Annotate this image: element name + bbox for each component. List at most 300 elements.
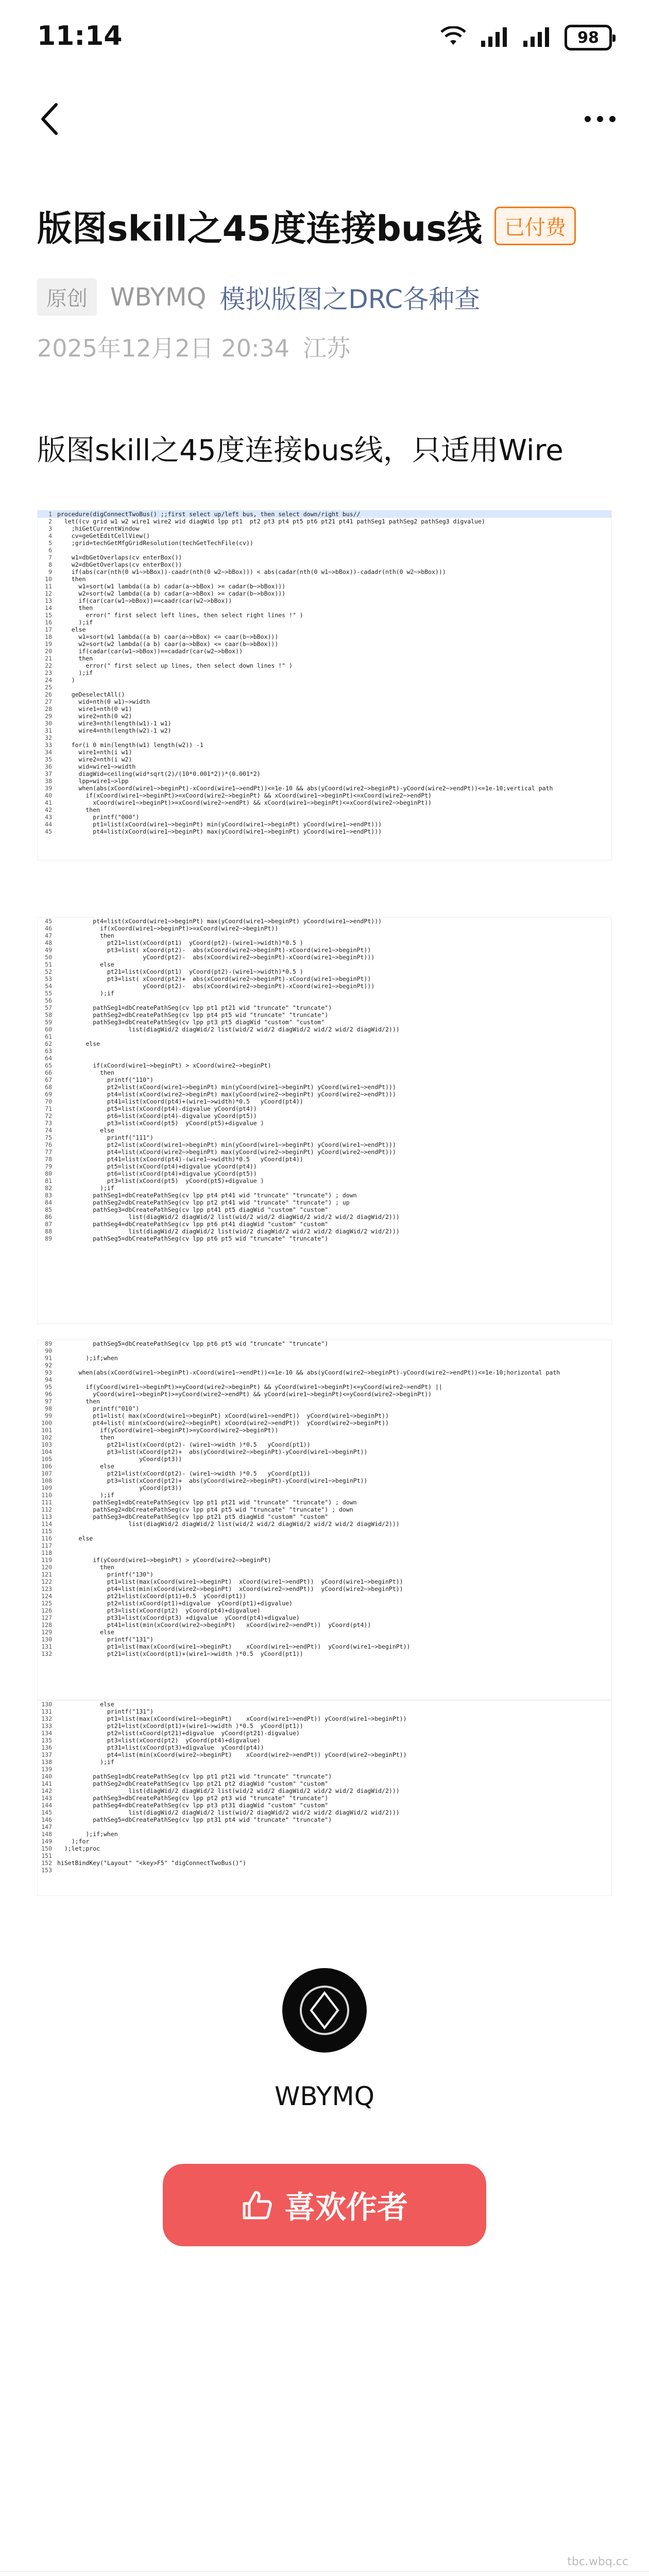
code-line <box>38 511 611 518</box>
line-number: 97 <box>45 1398 52 1405</box>
code-text: pt3=list( xCoord(pt2)+ abs(xCoord(wire2~>beginPt)-xCoord(wire1~>beginPt)) <box>57 975 371 982</box>
code-text: pathSeg3=dbCreatePathSeg(cv lpp pt41 pt5 diagWid "custom" "custom" <box>57 1206 329 1213</box>
line-number: 131 <box>41 1643 52 1650</box>
code-line <box>38 662 611 669</box>
code-line <box>38 734 611 741</box>
line-number: 22 <box>45 662 52 669</box>
code-line <box>38 1859 611 1867</box>
line-number: 65 <box>45 1062 52 1069</box>
line-number: 61 <box>45 1033 52 1040</box>
line-number: 144 <box>41 1802 52 1809</box>
code-line <box>38 1773 611 1780</box>
code-text: pathSeg1=dbCreatePathSeg(cv lpp pt1 pt21 wid "truncate" "truncate") ; down <box>57 1499 357 1506</box>
code-line <box>38 720 611 727</box>
code-line <box>38 648 611 655</box>
code-line <box>38 676 611 684</box>
code-text: pathSeg1=dbCreatePathSeg(cv lpp pt1 pt21 wid "truncate" "truncate") <box>57 1773 332 1780</box>
code-line <box>38 1434 611 1441</box>
code-line <box>38 539 611 547</box>
code-text: pt21=list(xCoord(pt1)+(wire1~>width )*0.5 yCoord(pt1)) <box>57 1722 303 1730</box>
line-number: 25 <box>45 684 52 691</box>
code-text: pathSeg3=dbCreatePathSeg(cv lpp pt21 pt5 diagWid "custom" "custom" <box>57 1513 329 1520</box>
line-number: 132 <box>41 1650 52 1657</box>
line-number: 4 <box>48 532 52 539</box>
line-number: 103 <box>41 1441 52 1448</box>
logo-icon <box>296 1981 353 2039</box>
line-number: 44 <box>45 821 52 828</box>
line-number: 148 <box>41 1831 52 1838</box>
line-number: 45 <box>45 918 52 925</box>
code-line <box>38 821 611 828</box>
code-line <box>38 1744 611 1751</box>
code-line <box>38 939 611 946</box>
code-line <box>38 1376 611 1383</box>
line-number: 122 <box>41 1578 52 1585</box>
line-number: 55 <box>45 990 52 997</box>
code-text: hiSetBindKey("Layout" "<key>F5" "digConnectTwoBus()") <box>57 1859 246 1867</box>
code-line <box>38 1055 611 1062</box>
original-tag: 原创 <box>37 278 97 316</box>
code-line <box>38 1141 611 1148</box>
code-text: printf("110") <box>57 1076 153 1083</box>
line-number: 66 <box>45 1069 52 1076</box>
code-line <box>38 1838 611 1845</box>
line-number: 6 <box>48 547 52 554</box>
code-text: pt6=list(xCoord(pt4)+digvalue yCoord(pt5)) <box>57 1170 257 1177</box>
line-number: 109 <box>41 1484 52 1492</box>
code-line <box>38 1362 611 1369</box>
code-text: pathSeg2=dbCreatePathSeg(cv lpp pt2 pt41 wid "truncate" "truncate") ; up <box>57 1199 350 1206</box>
code-line <box>38 1019 611 1026</box>
code-line <box>38 1347 611 1354</box>
code-text: wire2=nth(0 w2) <box>57 713 132 720</box>
code-text: list(diagWid/2 diagWid/2 list(wid/2 diagWid/2 wid/2 wid/2 diagWid/2 wid/2))) <box>57 1809 400 1816</box>
line-number: 137 <box>41 1751 52 1758</box>
code-text: if(car(car(w1~>bBox))==caadr(car(w2~>bBox)) <box>57 597 232 604</box>
code-line <box>38 1391 611 1398</box>
code-text: then <box>57 1564 114 1571</box>
code-line <box>38 806 611 814</box>
code-text: pt5=list(xCoord(pt4)-digvalue yCoord(pt4)) <box>57 1105 257 1112</box>
code-line <box>38 713 611 720</box>
code-line <box>38 1011 611 1019</box>
code-line <box>38 568 611 575</box>
publish-date: 2025年12月2日 20:34 <box>37 334 290 362</box>
line-number: 124 <box>41 1592 52 1600</box>
line-number: 131 <box>41 1708 52 1715</box>
code-text: pt1=list(max(xCoord(wire1~>beginPt) xCoord(wire1~>endPt)) yCoord(wire1~>beginPt)) <box>57 1643 411 1650</box>
line-number: 11 <box>45 583 52 590</box>
line-number: 58 <box>45 1011 52 1019</box>
code-text: );for <box>57 1838 90 1845</box>
line-number: 24 <box>45 676 52 684</box>
code-text: diagWid=ceiling(wid*sqrt(2)/(10*0.001*2))*(0.001*2) <box>57 770 261 777</box>
code-image-3[interactable] <box>37 1340 612 1700</box>
code-text: else <box>57 1127 114 1134</box>
code-line <box>38 1228 611 1235</box>
line-number: 56 <box>45 997 52 1004</box>
line-number: 53 <box>45 975 52 982</box>
code-line <box>38 975 611 982</box>
code-line <box>38 1235 611 1242</box>
code-line <box>38 1751 611 1758</box>
code-text: pt21=list(xCoord(pt2)- (wire1~>width )*0.5 yCoord(pt1)) <box>57 1441 311 1448</box>
code-line <box>38 604 611 612</box>
collection-link[interactable]: 模拟版图之DRC各种查 <box>219 284 480 314</box>
code-text: printf("131") <box>57 1636 153 1643</box>
line-number: 3 <box>48 525 52 532</box>
code-line <box>38 669 611 676</box>
code-text: then <box>57 806 100 814</box>
code-line <box>38 1823 611 1831</box>
signal-icon-2 <box>522 26 551 49</box>
line-number: 133 <box>41 1722 52 1730</box>
code-text: pt3=list(xCoord(pt2) yCoord(pt4)+digvalue) <box>57 1607 261 1614</box>
line-number: 88 <box>45 1228 52 1235</box>
code-text: ) <box>57 676 75 684</box>
code-text: pt4=list(xCoord(wire2~>beginPt) max(yCoord(wire2~>beginPt) yCoord(wire2~>endPt))) <box>57 1091 396 1098</box>
line-number: 93 <box>45 1369 52 1376</box>
line-number: 83 <box>45 1192 52 1199</box>
line-number: 112 <box>41 1506 52 1513</box>
code-line <box>38 1340 611 1347</box>
line-number: 50 <box>45 954 52 961</box>
code-text: pt4=list(min(xCoord(wire2~>beginPt) xCoord(wire2~>endPt)) yCoord(wire2~>beginPt)) <box>57 1585 403 1592</box>
line-number: 89 <box>45 1340 52 1347</box>
line-number: 5 <box>48 539 52 547</box>
title-row <box>37 201 614 251</box>
more-button[interactable] <box>577 96 623 142</box>
line-number: 35 <box>45 756 52 763</box>
code-line <box>38 1592 611 1600</box>
code-text: then <box>57 1069 114 1076</box>
code-text: pt4=list(min(xCoord(wire2~>beginPt) xCoord(wire2~>endPt)) yCoord(wire2~>beginPt)) <box>57 1751 407 1758</box>
line-number: 126 <box>41 1607 52 1614</box>
code-text: if(xCoord(wire1~>beginPt)>=xCoord(wire2~>beginPt)) <box>57 925 279 932</box>
code-text: w2=sort(w2 lambda((a b) cadar(a~>bBox) >= cadar(b~>bBox))) <box>57 590 286 597</box>
line-number: 73 <box>45 1120 52 1127</box>
code-line <box>38 1221 611 1228</box>
code-text: then <box>57 1398 100 1405</box>
status-bar <box>0 0 649 77</box>
line-number: 32 <box>45 734 52 741</box>
code-line <box>38 698 611 705</box>
code-text: then <box>57 655 93 662</box>
code-text: pt3=list(xCoord(pt2)+ abs(yCoord(wire2~>beginPt)-yCoord(wire1~>beginPt)) <box>57 1448 368 1455</box>
wifi-icon <box>440 26 467 49</box>
code-line <box>38 1120 611 1127</box>
code-line <box>38 1571 611 1578</box>
code-text: w1=dbGetOverlaps(cv enterBox()) <box>57 554 182 561</box>
line-number: 86 <box>45 1213 52 1221</box>
code-line <box>38 1794 611 1802</box>
code-text: );if <box>57 669 93 676</box>
line-number: 147 <box>41 1823 52 1831</box>
code-line <box>38 684 611 691</box>
code-text: wire2=nth(i w2) <box>57 756 132 763</box>
line-number: 68 <box>45 1083 52 1091</box>
code-text: pt21=list(xCoord(pt1)+(wire1~>width )*0.5 yCoord(pt1)) <box>57 1650 303 1657</box>
line-number: 34 <box>45 749 52 756</box>
code-text: if(cadar(car(w1~>bBox))==cadadr(car(w2~>bBox)) <box>57 648 243 655</box>
code-text: pt1=list(xCoord(wire1~>beginPt) min(yCoord(wire1~>beginPt) yCoord(wire1~>endPt))) <box>57 821 382 828</box>
line-number: 80 <box>45 1170 52 1177</box>
code-line <box>38 1156 611 1163</box>
code-text: pt6=list(xCoord(pt4)-digvalue yCoord(pt5)) <box>57 1112 257 1120</box>
line-number: 28 <box>45 705 52 713</box>
code-line <box>38 1867 611 1874</box>
code-text: else <box>57 1463 114 1470</box>
code-text: pathSeg4=dbCreatePathSeg(cv lpp pt6 pt41 diagWid "custom" "custom" <box>57 1221 329 1228</box>
line-number: 84 <box>45 1199 52 1206</box>
line-number: 17 <box>45 626 52 633</box>
code-text: );if;when <box>57 1831 118 1838</box>
line-number: 108 <box>41 1477 52 1484</box>
line-number: 41 <box>45 799 52 806</box>
code-text: pt4=list(xCoord(wire1~>beginPt) max(yCoord(wire1~>beginPt) yCoord(wire1~>endPt))) <box>57 828 382 835</box>
like-author-button[interactable] <box>163 2164 486 2246</box>
code-line <box>38 691 611 698</box>
code-line <box>38 1585 611 1592</box>
line-number: 1 <box>48 511 52 518</box>
code-line <box>38 982 611 990</box>
code-line <box>38 547 611 554</box>
line-number: 8 <box>48 561 52 568</box>
author-name[interactable]: WBYMQ <box>110 282 207 312</box>
line-number: 91 <box>45 1354 52 1362</box>
code-line <box>38 1026 611 1033</box>
code-text: pt2=list(xCoord(wire1~>beginPt) min(yCoord(wire1~>beginPt) yCoord(wire1~>endPt))) <box>57 1141 396 1148</box>
code-line <box>38 1383 611 1391</box>
line-number: 36 <box>45 763 52 770</box>
code-line <box>38 1213 611 1221</box>
code-text: else <box>57 961 114 968</box>
code-line <box>38 749 611 756</box>
line-number: 39 <box>45 785 52 792</box>
code-line <box>38 968 611 975</box>
code-line <box>38 1845 611 1852</box>
line-number: 14 <box>45 604 52 612</box>
code-text: printf("010") <box>57 1405 140 1412</box>
line-number: 69 <box>45 1091 52 1098</box>
code-image-1[interactable] <box>37 510 612 860</box>
line-number: 107 <box>41 1470 52 1477</box>
code-text: pt21=list(xCoord(pt1)+0.5 yCoord(pt1)) <box>57 1592 246 1600</box>
code-line <box>38 1412 611 1419</box>
code-line <box>38 1607 611 1614</box>
code-text: pathSeg1=dbCreatePathSeg(cv lpp pt1 pt21 wid "truncate" "truncate") <box>57 1004 332 1011</box>
code-text: cv=geGetEditCellView() <box>57 532 150 539</box>
code-line <box>38 525 611 532</box>
code-line <box>38 954 611 961</box>
line-number: 74 <box>45 1127 52 1134</box>
code-text: procedure(digConnectTwoBus() ;;first select up/left bus, then select down/right bus// <box>57 511 361 518</box>
line-number: 115 <box>41 1528 52 1535</box>
code-text: pt5=list(xCoord(pt4)+digvalue yCoord(pt4)) <box>57 1163 257 1170</box>
code-line <box>38 727 611 734</box>
line-number: 149 <box>41 1838 52 1845</box>
code-line <box>38 1427 611 1434</box>
code-text: error(" first select left lines, then select right lines !" ) <box>57 612 303 619</box>
code-line <box>38 1134 611 1141</box>
code-line <box>38 918 611 925</box>
code-line <box>38 1549 611 1556</box>
code-line <box>38 1098 611 1105</box>
line-number: 129 <box>41 1629 52 1636</box>
back-button[interactable] <box>26 96 72 142</box>
code-text: pt2=list(xCoord(pt21)+digvalue yCoord(pt21)-digvalue) <box>57 1730 300 1737</box>
code-text: if(yCoord(wire1~>beginPt) > yCoord(wire2~>beginPt) <box>57 1556 271 1564</box>
line-number: 26 <box>45 691 52 698</box>
line-number: 117 <box>41 1542 52 1549</box>
line-number: 43 <box>45 814 52 821</box>
code-line <box>38 612 611 619</box>
line-number: 130 <box>41 1701 52 1708</box>
code-text: pt21=list(xCoord(pt2)- (wire1~>width )*0.5 yCoord(pt1)) <box>57 1470 311 1477</box>
code-line <box>38 1809 611 1816</box>
code-text: xCoord(wire1~>beginPt)>=xCoord(wire2~>endPt) && xCoord(wire1~>beginPt)<=xCoord(wire2~>beginPt)) <box>57 799 432 806</box>
line-number: 121 <box>41 1571 52 1578</box>
publish-location: 江苏 <box>303 334 351 362</box>
code-line <box>38 1701 611 1708</box>
code-text: if(yCoord(wire1~>beginPt)>=yCoord(wire2~>beginPt) && yCoord(wire1~>beginPt)<=yCoord(wire2~>endPt) || <box>57 1383 442 1391</box>
line-number: 106 <box>41 1463 52 1470</box>
code-line <box>38 626 611 633</box>
code-text: wire3=nth(length(w1)-1 w1) <box>57 720 172 727</box>
line-number: 7 <box>48 554 52 561</box>
code-text: ;grid=techGetMfgGridResolution(techGetTechFile(cv)) <box>57 539 253 547</box>
line-number: 63 <box>45 1047 52 1055</box>
code-text: pt4=list(xCoord(wire2~>beginPt) max(yCoord(wire2~>beginPt) yCoord(wire2~>endPt))) <box>57 1148 396 1156</box>
code-text: pt41=list(min(xCoord(wire2~>beginPt) xCoord(wire2~>endPt)) yCoord(pt4)) <box>57 1621 371 1629</box>
code-text: list(diagWid/2 diagWid/2 list(wid/2 wid/2 diagWid/2 wid/2 wid/2 diagWid/2))) <box>57 1213 400 1221</box>
line-number: 142 <box>41 1787 52 1794</box>
code-text: wire1=nth(i w1) <box>57 749 132 756</box>
line-number: 59 <box>45 1019 52 1026</box>
line-number: 13 <box>45 597 52 604</box>
line-number: 20 <box>45 648 52 655</box>
code-text: pt4=list( min(xCoord(wire2~>beginPt) xCoord(wire2~>endPt)) yCoord(wire2~>beginPt)) <box>57 1419 389 1427</box>
line-number: 146 <box>41 1816 52 1823</box>
code-text: pathSeg2=dbCreatePathSeg(cv lpp pt4 pt5 wid "truncate" "truncate") ; down <box>57 1506 353 1513</box>
code-line <box>38 1419 611 1427</box>
line-number: 48 <box>45 939 52 946</box>
line-number: 143 <box>41 1794 52 1802</box>
code-text: list(diagWid/2 diagWid/2 list(wid/2 wid/2 diagWid/2 wid/2 wid/2 diagWid/2))) <box>57 1026 400 1033</box>
code-text: pt3=list(xCoord(pt2)+ abs(yCoord(wire2~>beginPt)-yCoord(wire1~>beginPt)) <box>57 1477 368 1484</box>
line-number: 82 <box>45 1184 52 1192</box>
line-number: 150 <box>41 1845 52 1852</box>
line-number: 120 <box>41 1564 52 1571</box>
line-number: 113 <box>41 1513 52 1520</box>
line-number: 102 <box>41 1434 52 1441</box>
code-line <box>38 763 611 770</box>
line-number: 128 <box>41 1621 52 1629</box>
line-number: 134 <box>41 1730 52 1737</box>
status-icons <box>440 25 612 50</box>
code-line <box>38 1192 611 1199</box>
code-text: pt3=list( xCoord(pt2)- abs(xCoord(wire2~>beginPt)-xCoord(wire1~>beginPt)) <box>57 946 371 954</box>
code-line <box>38 1737 611 1744</box>
like-author-label: 喜欢作者 <box>284 2190 408 2226</box>
code-text: let((cv grid w1 w2 wire1 wire2 wid diagWid lpp pt1 pt2 pt3 pt4 pt5 pt6 pt21 pt41 pathSeg1 pathSeg2 pathSeg3 digvalue) <box>57 518 485 525</box>
code-line <box>38 1564 611 1571</box>
code-line <box>38 1730 611 1737</box>
code-line <box>38 1600 611 1607</box>
code-text: ;hiGetCurrentWindow <box>57 525 140 532</box>
code-text: w2=dbGetOverlaps(cv enterBox()) <box>57 561 182 568</box>
line-number: 98 <box>45 1405 52 1412</box>
code-line <box>38 741 611 749</box>
code-text: );if <box>57 1758 114 1766</box>
code-text: pt3=list(xCoord(pt5) yCoord(pt5)+digvalue ) <box>57 1120 264 1127</box>
code-text: list(diagWid/2 diagWid/2 list(wid/2 diagWid/2 wid/2 wid/2 diagWid/2 wid/2))) <box>57 1228 400 1235</box>
code-line <box>38 583 611 590</box>
code-line <box>38 1722 611 1730</box>
code-line <box>38 1184 611 1192</box>
article-intro: 版图skill之45度连接bus线，只适用Wire <box>37 434 563 467</box>
code-line <box>38 1033 611 1040</box>
code-text: pt31=list(xCoord(pt3) +digvalue yCoord(pt4)+digvalue) <box>57 1614 300 1621</box>
line-number: 140 <box>41 1773 52 1780</box>
code-line <box>38 1708 611 1715</box>
code-line <box>38 619 611 626</box>
line-number: 101 <box>41 1427 52 1434</box>
line-number: 132 <box>41 1715 52 1722</box>
code-line <box>38 1398 611 1405</box>
line-number: 123 <box>41 1585 52 1592</box>
code-line <box>38 1578 611 1585</box>
line-number: 119 <box>41 1556 52 1564</box>
code-line <box>38 1069 611 1076</box>
line-number: 114 <box>41 1520 52 1528</box>
line-number: 2 <box>48 518 52 525</box>
line-number: 118 <box>41 1549 52 1556</box>
line-number: 75 <box>45 1134 52 1141</box>
code-image-2[interactable] <box>37 917 612 1324</box>
code-line <box>38 1105 611 1112</box>
code-line <box>38 1492 611 1499</box>
line-number: 42 <box>45 806 52 814</box>
line-number: 105 <box>41 1455 52 1463</box>
code-text: );if <box>57 619 93 626</box>
code-line <box>38 1062 611 1069</box>
code-text: if(yCoord(wire1~>beginPt)>=yCoord(wire2~>beginPt)) <box>57 1427 279 1434</box>
code-text: pt31=list(xCoord(pt3)+digvalue yCoord(pt4)) <box>57 1744 264 1751</box>
code-line <box>38 799 611 806</box>
line-number: 81 <box>45 1177 52 1184</box>
code-line <box>38 1499 611 1506</box>
code-text: geDeselectAll() <box>57 691 125 698</box>
nav-bar <box>0 77 649 165</box>
code-text: pt1=list(max(xCoord(wire1~>beginPt) xCoord(wire1~>endPt)) yCoord(wire1~>beginPt)) <box>57 1715 407 1722</box>
code-line <box>38 1802 611 1809</box>
code-line <box>38 1040 611 1047</box>
line-number: 38 <box>45 777 52 785</box>
line-number: 27 <box>45 698 52 705</box>
signal-icon <box>480 26 509 49</box>
code-text: );if <box>57 990 114 997</box>
meta-row <box>37 278 480 316</box>
code-text: yCoord(wire1~>beginPt)>=yCoord(wire2~>endPt) && yCoord(wire1~>beginPt)<=yCoord(wire2~>beginPt)) <box>57 1391 432 1398</box>
code-text: printf("131") <box>57 1708 153 1715</box>
code-image-4[interactable] <box>37 1700 612 1896</box>
code-text: pt21=list(xCoord(pt1) yCoord(pt2)-(wire1~>width)*0.5 ) <box>57 939 303 946</box>
line-number: 57 <box>45 1004 52 1011</box>
code-line <box>38 590 611 597</box>
line-number: 116 <box>41 1535 52 1542</box>
author-avatar[interactable] <box>282 1968 367 2053</box>
